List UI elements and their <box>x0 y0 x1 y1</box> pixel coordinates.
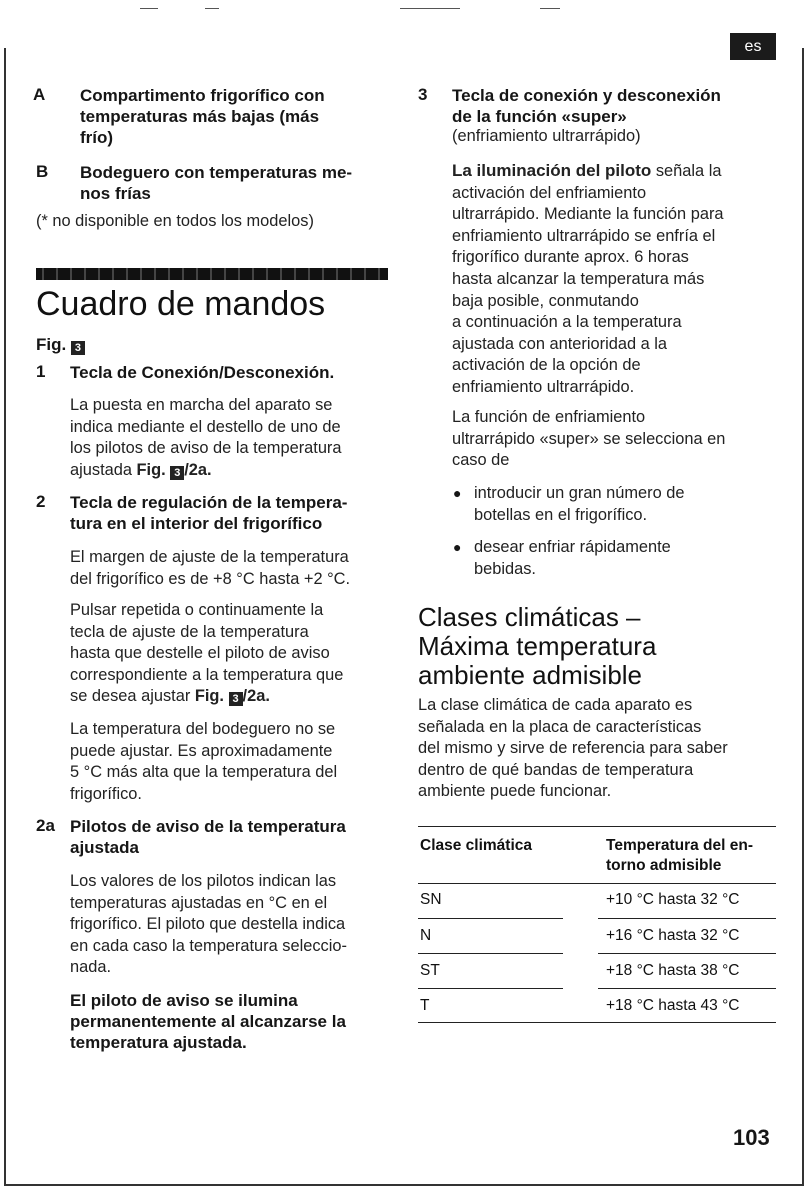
bullet-item: desear enfriar rápidamente bebidas. <box>474 538 671 578</box>
item-3-description: La iluminación del piloto señala la activación del enfriamiento ultrarrápido. Mediante la función para enfriamiento ultrarrápido se enfría el frigorífico durante aprox. 6 horas hasta alcanzar la temperatura más baja posible, conmutando a continuación a la temperatura ajustada con anterioridad a la activación de la opción de enfriamiento ultrarrápido. <box>452 161 724 396</box>
item-2a-title: Pilotos de aviso de la temperatura ajustada <box>70 817 346 857</box>
table-rule-top <box>418 826 776 827</box>
table-row-rule <box>418 988 563 989</box>
table-cell-class: T <box>420 997 430 1014</box>
table-row-rule <box>598 988 776 989</box>
item-a-title: Compartimento frigorífico con temperaturas más bajas (más frío) <box>80 86 325 147</box>
item-2-note: La temperatura del bodeguero no se puede ajustar. Es aproximadamente 5 °C más alta que la temperatura del frigorífico. <box>70 720 338 803</box>
item-1-title: Tecla de Conexión/Desconexión. <box>70 363 335 382</box>
item-1-body: La puesta en marcha del aparato se indica mediante el destello de uno de los pilotos de aviso de la temperatura ajustada Fig. 3 /2a. <box>70 396 342 479</box>
item-2-instructions: Pulsar repetida o continuamente la tecla de ajuste de la temperatura hasta que destelle el piloto de aviso correspondiente a la temperatura que se desea ajustar Fig. 3 /2a. <box>70 601 344 706</box>
scan-mark <box>140 8 158 9</box>
table-row-rule <box>418 918 563 919</box>
scan-mark <box>400 8 460 9</box>
footnote: (* no disponible en todos los modelos) <box>36 212 314 230</box>
table-cell-range: +18 °C hasta 38 °C <box>606 962 740 979</box>
section-title-climate: Clases climáticas – Máxima temperatura ambiente admisible <box>418 602 657 690</box>
scan-mark <box>205 8 219 9</box>
item-2a-emphasis: El piloto de aviso se ilumina permanentemente al alcanzarse la temperatura ajustada. <box>70 991 346 1052</box>
item-a-letter: A <box>33 85 46 104</box>
item-1-number: 1 <box>36 362 46 381</box>
section-title: Cuadro de mandos <box>36 285 326 323</box>
table-cell-range: +18 °C hasta 43 °C <box>606 997 740 1014</box>
table-cell-range: +10 °C hasta 32 °C <box>606 891 740 908</box>
bullet-icon: ● <box>453 485 462 501</box>
table-header-temperature: Temperatura del en- torno admisible <box>606 837 754 874</box>
table-row-rule <box>598 953 776 954</box>
table-cell-class: N <box>420 927 432 944</box>
table-header-class: Clase climática <box>420 837 533 854</box>
item-3-subtitle: (enfriamiento ultrarrápido) <box>452 127 641 145</box>
climate-intro: La clase climática de cada aparato es señalada en la placa de características del mismo y sirve de referencia para saber dentro de qué bandas de temperatura ambiente puede funcionar. <box>418 696 728 801</box>
item-b-letter: B <box>36 162 49 181</box>
bullet-icon: ● <box>453 539 462 555</box>
page-border-bottom <box>4 1184 804 1186</box>
page-border-left <box>4 48 6 1186</box>
item-2a-number: 2a <box>36 816 55 835</box>
bullet-item: introducir un gran número de botellas en el frigorífico. <box>474 484 685 524</box>
item-2-title: Tecla de regulación de la tempera- tura en el interior del frigorífico <box>70 493 348 533</box>
table-row-rule <box>598 918 776 919</box>
item-3-title: Tecla de conexión y desconexión de la función «super» <box>452 86 721 126</box>
table-rule-header <box>418 883 776 884</box>
page-number: 103 <box>733 1125 770 1150</box>
language-tab: es <box>730 33 776 60</box>
page-border-right <box>802 48 804 1186</box>
table-cell-class: SN <box>420 891 442 908</box>
table-row-rule <box>418 953 563 954</box>
item-b-title: Bodeguero con temperaturas me- nos frías <box>80 163 353 203</box>
item-2-number: 2 <box>36 492 46 511</box>
item-3-number: 3 <box>418 85 428 104</box>
table-cell-range: +16 °C hasta 32 °C <box>606 927 740 944</box>
item-2-range: El margen de ajuste de la temperatura del frigorífico es de +8 °C hasta +2 °C. <box>70 548 351 588</box>
table-cell-class: ST <box>420 962 440 979</box>
section-rule <box>36 268 388 280</box>
table-rule-bottom <box>418 1022 776 1023</box>
item-2a-body: Los valores de los pilotos indican las temperaturas ajustadas en °C en el frigorífico. El piloto que destella indica en cada caso la temperatura seleccio- nada. <box>70 872 347 977</box>
scan-mark <box>540 8 560 9</box>
item-3-usage: La función de enfriamiento ultrarrápido «super» se selecciona en caso de <box>452 408 726 470</box>
figure-reference: Fig. 3 <box>36 334 85 355</box>
